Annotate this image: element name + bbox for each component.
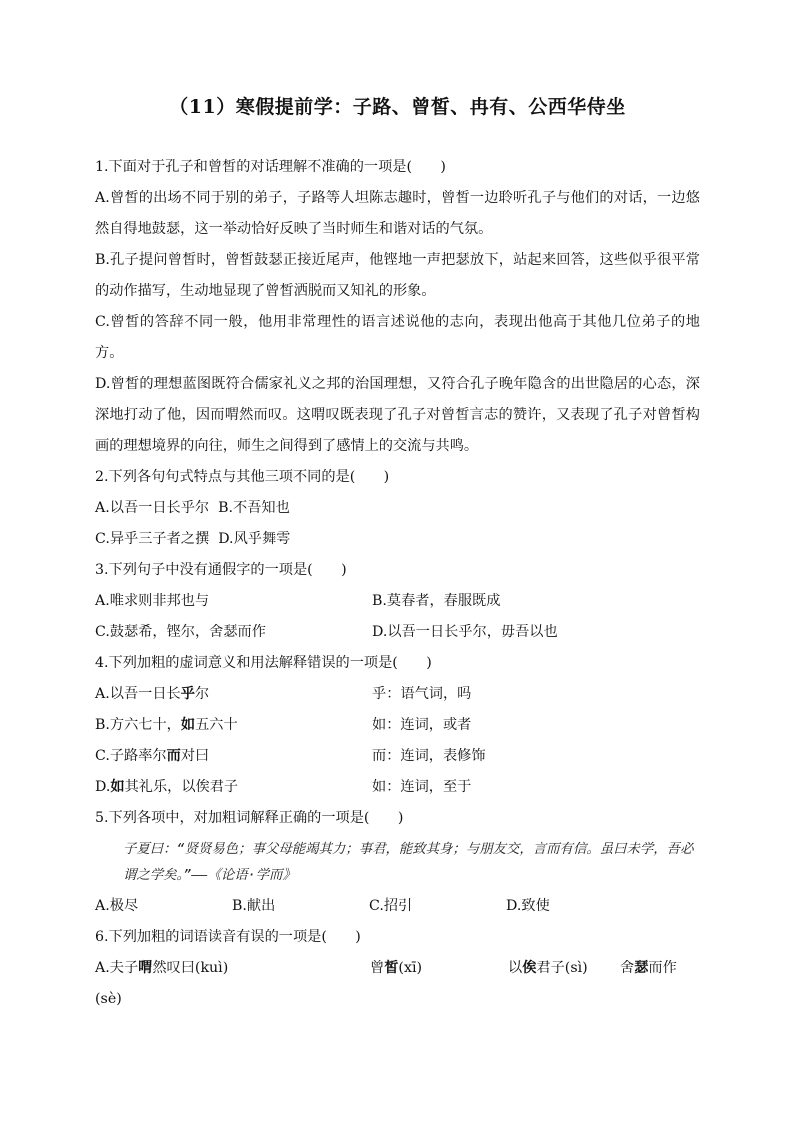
q1-option-a: A.曾皙的出场不同于别的弟子，子路等人坦陈志趣时，曾皙一边聆听孔子与他们的对话，一边悠然自得地鼓瑟，这一举动恰好反映了当时师生和谐对话的气氛。 [95, 190, 700, 237]
q6-option-a-row [95, 953, 700, 984]
q4-stem: 4.下列加粗的虚词意义和用法解释错误的一项是( ) [95, 655, 432, 671]
q1-stem: 1.下面对于孔子和曾皙的对话理解不准确的一项是( ) [95, 159, 446, 175]
q2-options-ab: A.以吾一日长乎尔 B.不吾知也 [95, 500, 290, 516]
q6-item-4 [620, 953, 677, 984]
q6-item-1 [95, 953, 370, 984]
q6-item-4-bold: 瑟 [634, 960, 649, 976]
q2-stem: 2.下列各句句式特点与其他三项不同的是( ) [95, 469, 390, 485]
q4-explanation-a: 乎：语气词，吗 [372, 686, 472, 702]
q4-row-d [95, 772, 700, 803]
q3-row-ab [95, 586, 700, 617]
q4-row-b [95, 710, 700, 741]
q6-item-1-bold: 喟 [138, 960, 153, 976]
q6-item-4-pinyin: (sè) [95, 991, 122, 1007]
q4-option-b [95, 710, 372, 741]
q1-option-b: B.孔子提问曾皙时，曾皙鼓瑟正接近尾声，他铿地一声把瑟放下，站起来回答，这些似乎很平常的动作描写，生动地显现了曾皙洒脱而又知礼的形象。 [95, 252, 700, 299]
q4-b-post: 五六十 [195, 717, 238, 733]
q6-item-2-post: (xī) [398, 960, 423, 976]
q4-d-bold: 如 [110, 779, 125, 795]
q5-option-b: B.献出 [232, 898, 276, 914]
q6-item-3-bold: 俟 [522, 960, 537, 976]
q6-item-1-post: 然叹曰(kuì) [152, 960, 229, 976]
q6-item-2-pre: 曾 [370, 960, 385, 976]
document-body [95, 152, 700, 1015]
q6-item-3 [508, 953, 620, 984]
q4-b-bold: 如 [180, 717, 196, 733]
q3-option-a: A.唯求则非邦也与 [95, 593, 210, 609]
q4-option-d [95, 772, 372, 803]
q4-explanation-d: 如：连词，至于 [372, 779, 472, 795]
q1-option-d: D.曾皙的理想蓝图既符合儒家礼义之邦的治国理想，又符合孔子晚年隐含的出世隐居的心态，深深地打动了他，因而喟然而叹。这喟叹既表现了孔子对曾皙言志的赞许，又表现了孔子对曾皙构画的理想境界的向往，师生之间得到了感情上的交流与共鸣。 [95, 376, 700, 454]
q6-item-3-pre: 以 [508, 960, 523, 976]
q3-option-c: C.鼓瑟希，铿尔，舍瑟而作 [95, 624, 266, 640]
q2-options-cd: C.异乎三子者之撰 D.风乎舞雩 [95, 531, 291, 547]
q4-explanation-c: 而：连词，表修饰 [372, 748, 486, 764]
q4-d-post: 其礼乐，以俟君子 [124, 779, 239, 795]
q4-row-a [95, 679, 700, 710]
q6-stem: 6.下列加粗的词语读音有误的一项是( ) [95, 929, 361, 945]
q3-stem: 3.下列句子中没有通假字的一项是( ) [95, 562, 347, 578]
q5-option-c: C.招引 [369, 898, 413, 914]
q4-a-pre: A.以吾一日长 [95, 686, 181, 702]
q5-stem: 5.下列各项中，对加粗词解释正确的一项是( ) [95, 810, 404, 826]
q4-explanation-b: 如：连词，或者 [372, 717, 472, 733]
q4-b-pre: B.方六七十， [95, 717, 181, 733]
q4-row-c [95, 741, 700, 772]
q3-option-b: B.莫春者，春服既成 [372, 593, 501, 609]
q6-item-2-bold: 皙 [384, 960, 399, 976]
q4-c-pre: C.子路率尔 [95, 748, 167, 764]
q6-item-3-post: 君子(sì) [536, 960, 588, 976]
q6-item-1-pre: A.夫子 [95, 960, 139, 976]
q4-option-a [95, 679, 372, 710]
q4-a-post: 尔 [194, 686, 210, 702]
q5-options [95, 891, 700, 922]
q6-item-4-post: 而作 [648, 960, 677, 976]
q4-c-bold: 而 [166, 748, 181, 764]
q4-d-pre: D. [95, 779, 111, 795]
q4-option-c [95, 741, 372, 772]
q3-row-cd [95, 617, 700, 648]
q5-option-d: D.致使 [506, 898, 550, 914]
q6-item-4-pre: 舍 [620, 960, 635, 976]
q4-a-bold: 乎 [180, 686, 195, 702]
q5-quote-passage: 子夏曰：“贤贤易色；事父母能竭其力；事君，能致其身；与朋友交，言而有信。虽曰未学，吾必谓之学矣。”——《论语·学而》 [123, 842, 694, 883]
q1-option-c: C.曾皙的答辞不同一般，他用非常理性的语言述说他的志向，表现出他高于其他几位弟子的地方。 [95, 314, 700, 361]
q3-option-d: D.以吾一日长乎尔，毋吾以也 [372, 624, 558, 640]
q4-c-post: 对曰 [180, 748, 210, 764]
q6-item-2 [370, 953, 508, 984]
q5-option-a: A.极尽 [95, 898, 139, 914]
page-title: （11）寒假提前学：子路、曾皙、冉有、公西华侍坐 [169, 96, 626, 118]
